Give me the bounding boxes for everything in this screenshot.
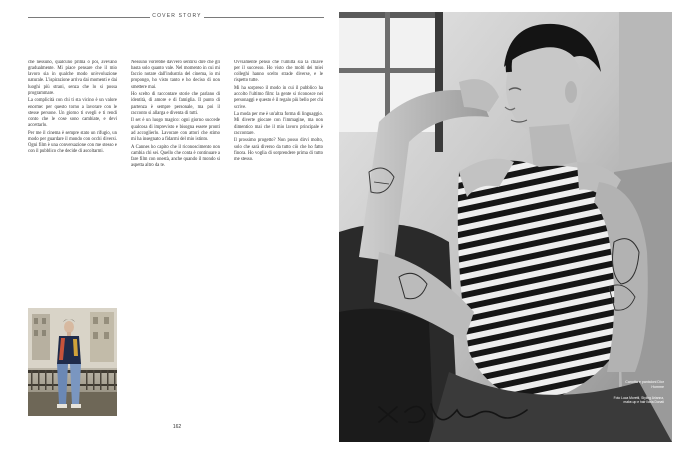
paragraph: La complicità con chi ti sta vicino è un valore enorme: per questo torno a lavorare con le stesse persone. Un giorno ti svegli e ti rendi conto che le cose sono cambiate, e devi accettarlo.: [28, 98, 117, 129]
paragraph: Il prossimo progetto? Non posso dirvi molto, solo che sarà diverso da tutto ciò che ho fatto finora. Ho voglia di sorprendere prima di tutto me stesso.: [234, 138, 323, 162]
paragraph: Il set è un luogo magico: ogni giorno succede qualcosa di imprevisto e bisogna essere pronti ad accoglierlo. Lavorare con attori che stimo mi ha insegnato a fidarmi del mio istinto.: [131, 118, 220, 142]
paragraph: Per me il cinema è sempre stato un rifugio, un modo per guardare il mondo con occhi diversi. Ogni film è una conversazione con me stesso e con il pubblico che decide di ascoltarmi.: [28, 130, 117, 155]
section-label: COVER STORY: [152, 13, 202, 19]
inset-street-photo: [28, 308, 117, 416]
paragraph: Ho scelto di raccontare storie che parlano di identità, di amore e di famiglia. Il punto di partenza è sempre personale, ma poi il racconto si allarga e diventa di tutti.: [131, 92, 220, 116]
text-column-2: [131, 60, 220, 416]
paragraph: che nessuno, qualcuno prima o poi, avevano gradualmente. Mi piace pensare che il mio lavoro sia in qualche modo un'evoluzione naturale. L'ispirazione arriva dai momenti e dai luoghi più strani, senza che lo si possa programmare.: [28, 60, 117, 96]
paragraph: Mi ha sorpreso il modo in cui il pubblico ha accolto l'ultimo film: la gente si riconosce nei personaggi e questo è il regalo più bello per chi scrive.: [234, 86, 323, 110]
left-page: [28, 10, 324, 442]
header-rule-right: [204, 17, 324, 18]
page-number: 162: [172, 424, 182, 430]
paragraph: A Cannes ho capito che il riconoscimento non cambia chi sei. Quello che conta è continuare a fare film con onestà, anche quando il mondo si aspetta altro da te.: [131, 144, 220, 168]
photo-credit-caption: Canotta e pantaloni Dior Homme: [625, 380, 664, 389]
photo-styling-caption: Foto Luca Moretti, Styling Arianna, make-up e hair Ilaria Donati: [613, 396, 664, 405]
paragraph: Ovviamente penso che l'umiltà sia la chiave per il successo. Ho visto che molti dei miei colleghi hanno scelto strade diverse, e le rispetto tutte.: [234, 60, 323, 84]
paragraph: Nessuno vorrebbe davvero sentirsi dire che gli basta solo quanto vale. Nel momento in cui mi faccio notare dall'industria del cinema, io mi propongo, ho visto tanto e ho deciso di non smettere mai.: [131, 60, 220, 90]
header-rule-left: [28, 17, 150, 18]
portrait-photo: [339, 12, 672, 442]
text-column-1: [28, 60, 117, 300]
paragraph: La moda per me è un'altra forma di linguaggio. Mi diverte giocare con l'immagine, ma non dimentico mai che il mio lavoro principale è raccontare.: [234, 112, 323, 136]
text-column-3: [234, 60, 323, 416]
